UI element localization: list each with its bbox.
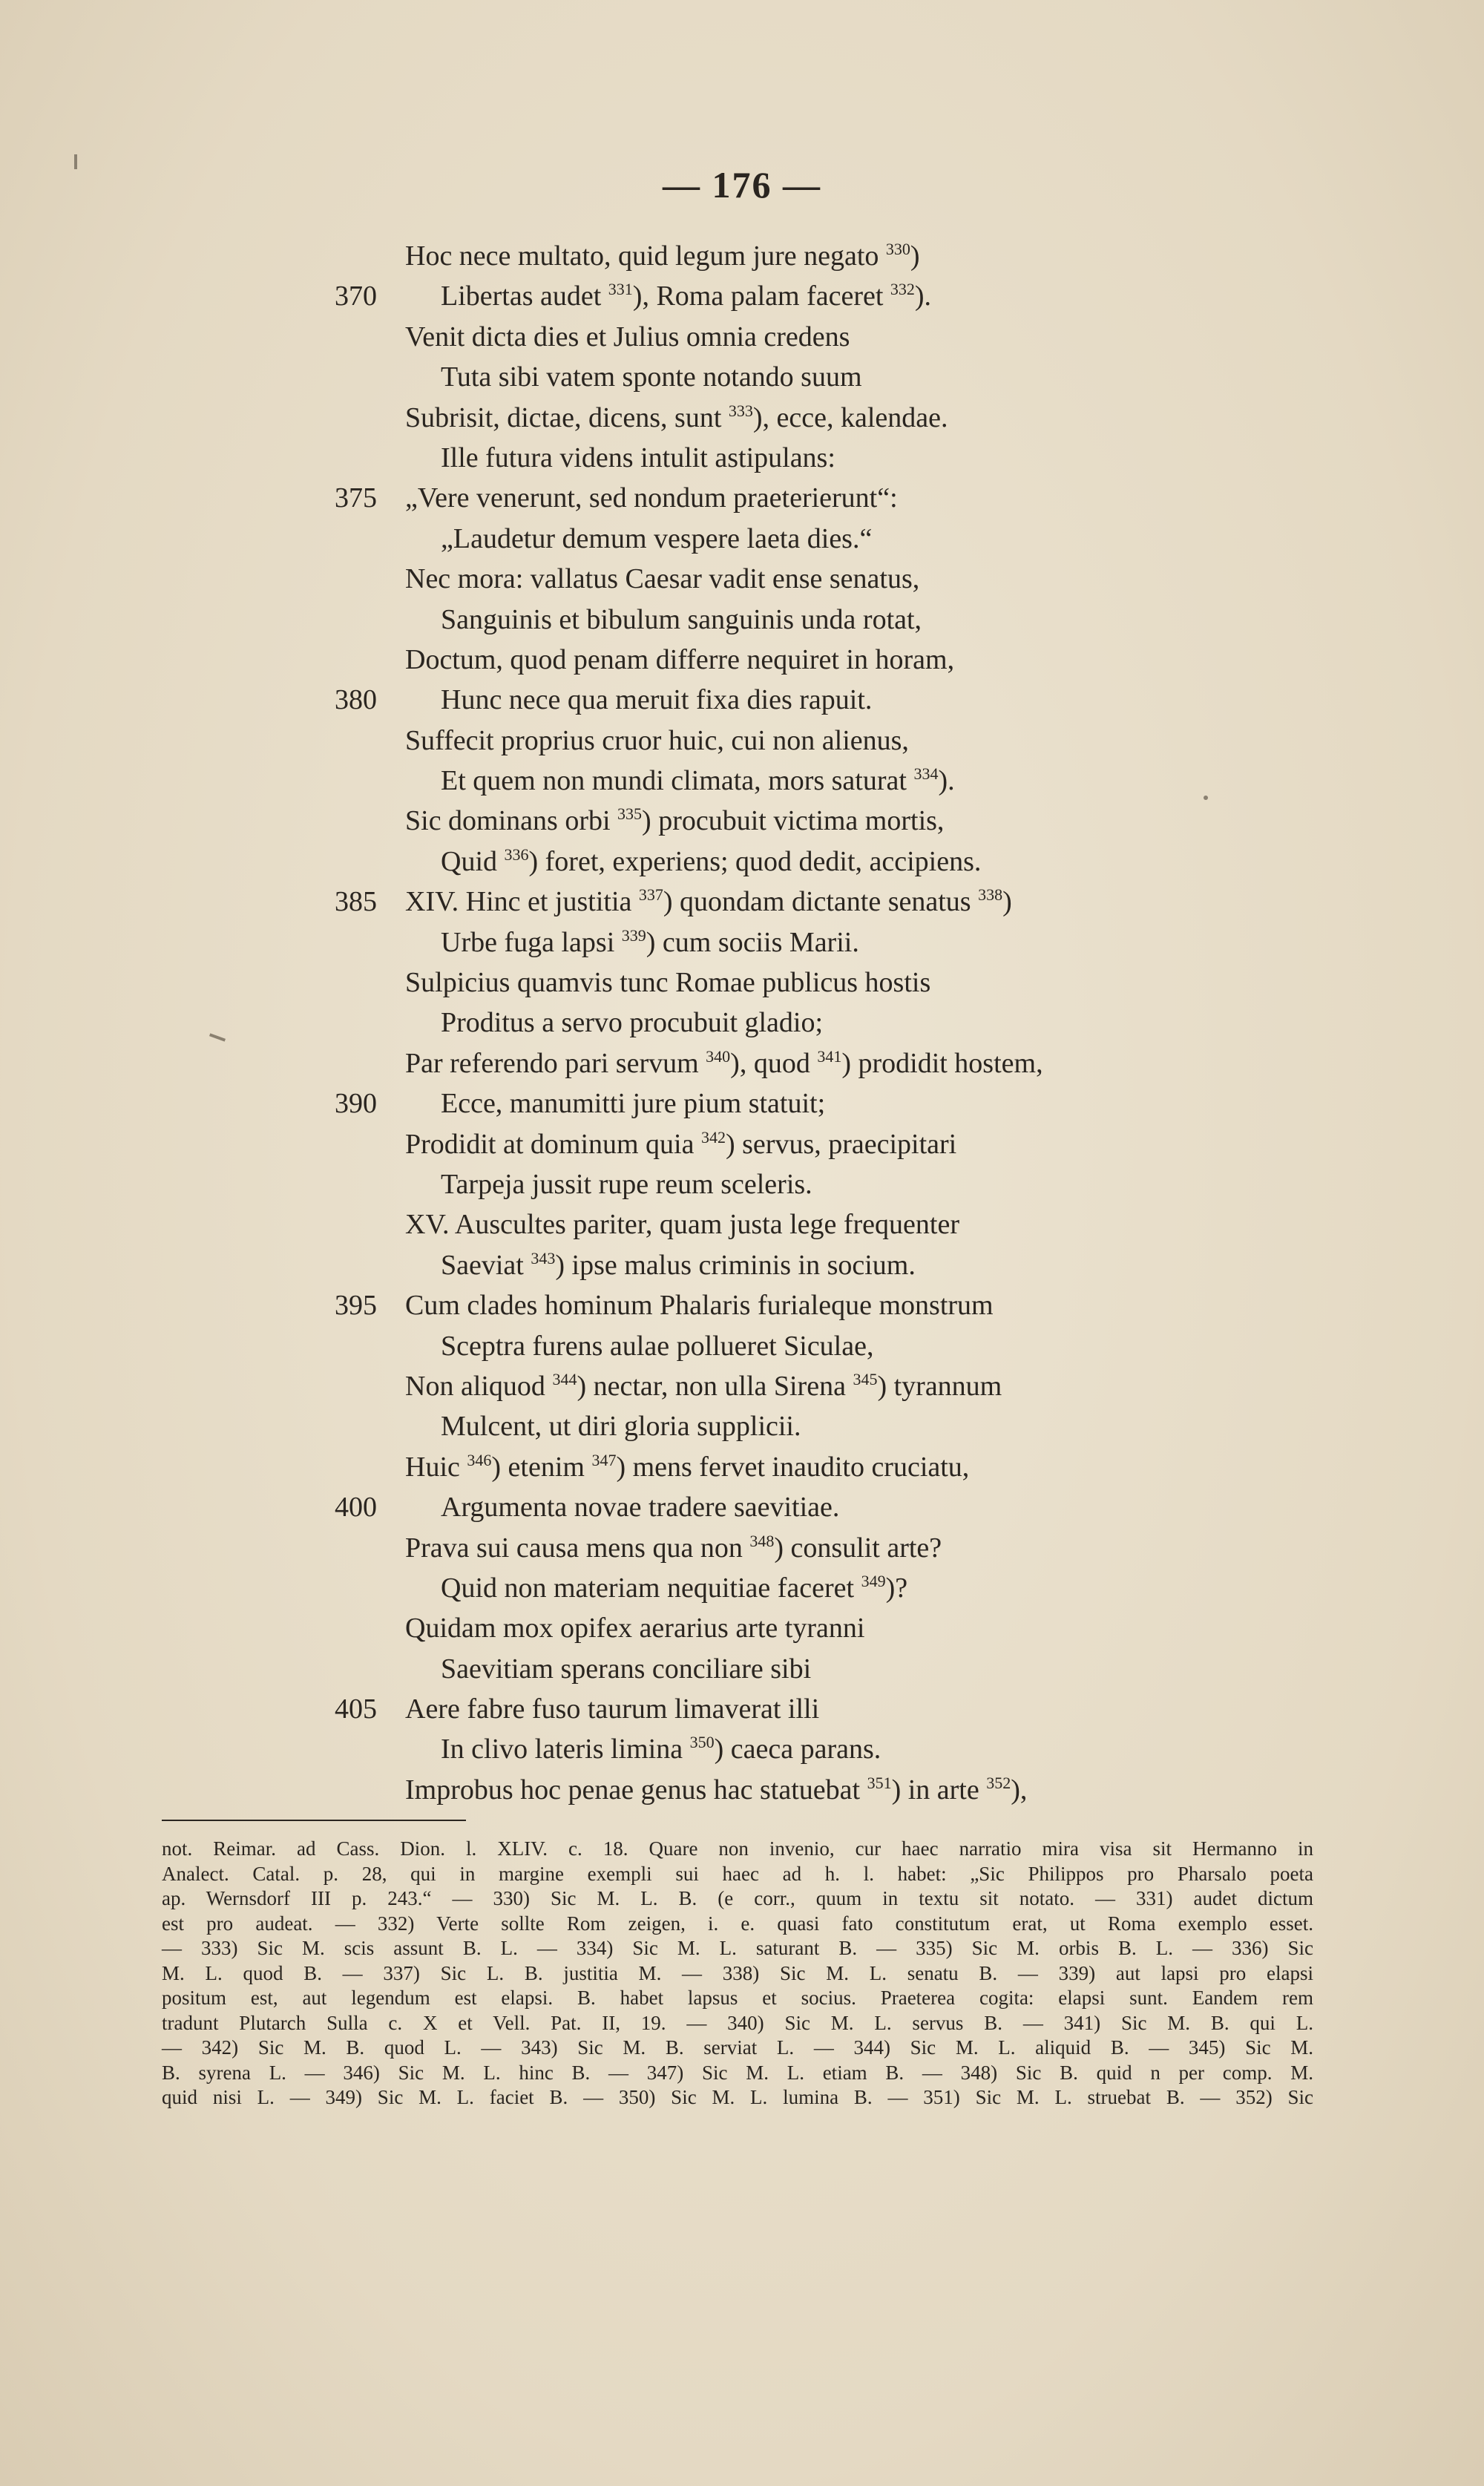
verse-text: Tarpeja jussit rupe reum sceleris. — [441, 1168, 812, 1200]
verse-text: Doctum, quod penam differre nequiret in horam, — [405, 643, 955, 675]
verse-text: Sic dominans orbi $^{335}$) procubuit victima mortis, — [405, 804, 945, 837]
verse-line — [0, 1164, 1484, 1204]
verse-text: Venit dicta dies et Julius omnia credens — [405, 321, 850, 352]
verse-text: Non aliquod $^{344}$) nectar, non ulla Sirena $^{345}$) tyrannum — [405, 1369, 1002, 1402]
footnote-line: positum est, aut legendum est elapsi. B. habet lapsus et socius. Praeterea cogita: elapsi sunt. Eandem rem — [162, 1987, 1313, 2009]
verse-line — [0, 1083, 1484, 1124]
verse-text: XV. Auscultes pariter, quam justa lege frequenter — [405, 1209, 959, 1241]
footnote-line: — 342) Sic M. B. quod L. — 343) Sic M. B. serviat L. — 344) Sic M. L. aliquid B. — 345) Sic M. — [162, 2036, 1313, 2059]
verse-text: Huic $^{346}$) etenim $^{347}$) mens fervet inaudito cruciatu, — [405, 1450, 970, 1483]
verse-line — [0, 478, 1484, 518]
verse-line — [0, 317, 1484, 357]
verse-line — [0, 559, 1484, 599]
verse-line — [0, 1406, 1484, 1446]
verse-text: Prava sui causa mens qua non $^{348}$) consulit arte? — [405, 1531, 942, 1564]
verse-line — [0, 1285, 1484, 1325]
footnote-ref: 348 — [749, 1531, 775, 1550]
verse-text: Cum clades hominum Phalaris furialeque monstrum — [405, 1290, 994, 1322]
footnote-ref: 351 — [867, 1773, 892, 1792]
footnote-line: not. Reimar. ad Cass. Dion. l. XLIV. c. 18. Quare non invenio, cur haec narratio mira visa sit Hermanno in — [162, 1837, 1313, 1860]
footnote-ref: 339 — [621, 925, 646, 945]
verse-text: Proditus a servo procubuit gladio; — [441, 1007, 824, 1039]
verse-line — [0, 1326, 1484, 1366]
verse-line — [0, 801, 1484, 841]
verse-line — [0, 1245, 1484, 1285]
footnote-ref: 343 — [531, 1248, 556, 1267]
verse-text: Sanguinis et bibulum sanguinis unda rotat, — [441, 603, 922, 635]
footnote-ref: 336 — [504, 844, 529, 864]
verse-line — [0, 1528, 1484, 1568]
verse-line — [0, 1124, 1484, 1164]
verse-line — [0, 398, 1484, 438]
verse-text: Saevitiam sperans conciliare sibi — [441, 1653, 812, 1685]
verse-text: XIV. Hinc et justitia $^{337}$) quondam dictante senatus $^{338}$) — [405, 885, 1012, 918]
verse-text: Et quem non mundi climata, mors saturat $^{334}$). — [441, 764, 955, 797]
footnote-ref: 333 — [728, 401, 753, 420]
verse-text: Libertas audet $^{331}$), Roma palam faceret $^{332}$). — [441, 280, 932, 312]
verse-line — [0, 1729, 1484, 1769]
verse-text: In clivo lateris limina $^{350}$) caeca parans. — [441, 1733, 881, 1765]
footnote-line: ap. Wernsdorf III p. 243.“ — 330) Sic M. L. B. (e corr., quum in textu sit notato. — 331) audet dictum — [162, 1887, 1313, 1909]
verse-line — [0, 721, 1484, 761]
page-number: — 176 — — [663, 164, 821, 206]
verse-text: Saeviat $^{343}$) ipse malus criminis in socium. — [441, 1248, 916, 1281]
verse-text: Sceptra furens aulae pollueret Siculae, — [441, 1330, 874, 1362]
verse-number: 400 — [335, 1492, 377, 1524]
footnote-line: B. syrena L. — 346) Sic M. L. hinc B. — 347) Sic M. L. etiam B. — 348) Sic B. quid n per comp. M. — [162, 2061, 1313, 2084]
verse-line — [0, 600, 1484, 640]
footnote-ref: 345 — [853, 1369, 878, 1388]
footnote-ref: 350 — [689, 1733, 715, 1752]
verse-line — [0, 1447, 1484, 1487]
footnote-ref: 332 — [890, 280, 915, 299]
verse-number: 380 — [335, 684, 377, 716]
footnote-line: est pro audeat. — 332) Verte sollte Rom zeigen, i. e. quasi fato constitutum erat, ut Roma exemplo esset. — [162, 1912, 1313, 1935]
verse-text: Nec mora: vallatus Caesar vadit ense senatus, — [405, 563, 920, 595]
verse-text: Hunc nece qua meruit fixa dies rapuit. — [441, 684, 873, 716]
verse-line — [0, 882, 1484, 922]
verse-line — [0, 761, 1484, 801]
verse-number: 405 — [335, 1693, 377, 1725]
verse-line — [0, 922, 1484, 962]
footnote-separator — [162, 1820, 466, 1821]
footnote-line: Analect. Catal. p. 28, qui in margine exempli sui haec ad h. l. habet: „Sic Philippos pro Pharsalo poeta — [162, 1862, 1313, 1885]
footnote-line: quid nisi L. — 349) Sic M. L. faciet B. — 350) Sic M. L. lumina B. — 351) Sic M. L. struebat B. — 352) Sic — [162, 2086, 1313, 2108]
verse-line — [0, 1204, 1484, 1244]
footnote-ref: 349 — [861, 1571, 886, 1590]
footnote-ref: 330 — [885, 240, 910, 258]
verse-line — [0, 842, 1484, 882]
verse-text: Quid non materiam nequitiae faceret $^{349}$)? — [441, 1571, 908, 1604]
verse-line — [0, 962, 1484, 1003]
margin-mark — [74, 154, 77, 169]
verse-text: Suffecit proprius cruor huic, cui non alienus, — [405, 724, 909, 756]
verse-text: Subrisit, dictae, dicens, sunt $^{333}$), ecce, kalendae. — [405, 401, 948, 433]
footnote-line: — 333) Sic M. scis assunt B. L. — 334) Sic M. L. saturant B. — 335) Sic M. orbis B. L. — 336) Sic — [162, 1937, 1313, 1959]
verse-line — [0, 1487, 1484, 1527]
verse-line — [0, 276, 1484, 316]
footnotes — [162, 1837, 1313, 2111]
footnote-ref: 347 — [591, 1450, 617, 1469]
verse-line — [0, 236, 1484, 276]
verse-line — [0, 438, 1484, 478]
verse-line — [0, 357, 1484, 397]
footnote-line: tradunt Plutarch Sulla c. X et Vell. Pat. II, 19. — 340) Sic M. L. servus B. — 341) Sic M. B. qui L. — [162, 2011, 1313, 2034]
verse-line — [0, 1689, 1484, 1729]
verse-text: Sulpicius quamvis tunc Romae publicus hostis — [405, 967, 931, 999]
verse-number: 375 — [335, 482, 377, 514]
verse-block — [0, 236, 1484, 1810]
verse-line — [0, 519, 1484, 559]
verse-line — [0, 1608, 1484, 1648]
verse-text: Tuta sibi vatem sponte notando suum — [441, 361, 862, 393]
footnote-line: M. L. quod B. — 337) Sic L. B. justitia M. — 338) Sic M. L. senatu B. — 339) aut lapsi pro elapsi — [162, 1961, 1313, 1984]
footnote-ref: 352 — [986, 1773, 1011, 1792]
footnote-ref: 346 — [467, 1450, 492, 1469]
footnote-ref: 334 — [913, 764, 939, 784]
verse-text: Ecce, manumitti jure pium statuit; — [441, 1088, 826, 1120]
footnote-ref: 341 — [817, 1046, 842, 1066]
verse-line — [0, 1649, 1484, 1689]
verse-text: „Laudetur demum vespere laeta dies.“ — [441, 522, 873, 554]
margin-mark — [1204, 796, 1208, 800]
footnote-ref: 342 — [700, 1127, 726, 1147]
footnote-ref: 337 — [638, 885, 663, 905]
verse-line — [0, 1568, 1484, 1608]
verse-text: Urbe fuga lapsi $^{339}$) cum sociis Marii. — [441, 925, 859, 958]
footnote-ref: 331 — [608, 280, 633, 299]
footnote-ref: 340 — [706, 1046, 731, 1066]
verse-text: „Vere venerunt, sed nondum praeterierunt“: — [405, 482, 898, 514]
verse-text: Prodidit at dominum quia $^{342}$) servus, praecipitari — [405, 1127, 957, 1160]
verse-line — [0, 1366, 1484, 1406]
verse-text: Ille futura videns intulit astipulans: — [441, 442, 835, 473]
verse-number: 385 — [335, 886, 377, 918]
verse-text: Par referendo pari servum $^{340}$), quod $^{341}$) prodidit hostem, — [405, 1046, 1043, 1079]
verse-line — [0, 680, 1484, 720]
verse-number: 370 — [335, 281, 377, 312]
verse-line — [0, 1770, 1484, 1810]
footnote-ref: 338 — [978, 885, 1003, 905]
verse-number: 390 — [335, 1088, 377, 1120]
footnote-ref: 344 — [552, 1369, 577, 1388]
verse-line — [0, 1043, 1484, 1083]
verse-text: Aere fabre fuso taurum limaverat illi — [405, 1693, 820, 1725]
verse-text: Argumenta novae tradere saevitiae. — [441, 1492, 840, 1524]
footnote-ref: 335 — [617, 804, 643, 824]
verse-text: Hoc nece multato, quid legum jure negato $^{330}$) — [405, 240, 920, 272]
verse-text: Mulcent, ut diri gloria supplicii. — [441, 1411, 801, 1443]
verse-line — [0, 640, 1484, 680]
verse-text: Improbus hoc penae genus hac statuebat $^{351}$) in arte $^{352}$), — [405, 1773, 1028, 1806]
verse-text: Quid $^{336}$) foret, experiens; quod dedit, accipiens. — [441, 844, 982, 877]
verse-text: Quidam mox opifex aerarius arte tyranni — [405, 1613, 865, 1644]
verse-number: 395 — [335, 1290, 377, 1322]
